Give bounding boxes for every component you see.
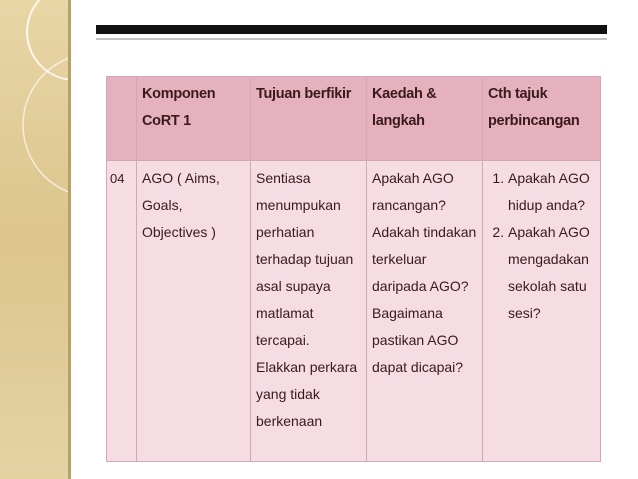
contoh-cell — [483, 161, 601, 462]
header-cell-kaedah: Kaedah & langkah — [367, 77, 483, 161]
table-row — [107, 161, 601, 462]
cort-table — [106, 76, 601, 462]
header-cell-komponen: Komponen CoRT 1 — [137, 77, 251, 161]
title-rule-thick — [96, 25, 607, 34]
header-cell-tujuan: Tujuan berfikir — [251, 77, 367, 161]
example-question-list — [488, 165, 597, 327]
circle-ornament-icon — [0, 0, 68, 479]
komponen-cell: AGO ( Aims, Goals, Objectives ) — [137, 161, 251, 462]
decorative-side-band — [0, 0, 68, 479]
list-item: 1. Apakah AGO hidup anda? — [508, 165, 597, 219]
header-cell-contoh: Cth tajuk perbincangan — [483, 77, 601, 161]
list-item: 2. Apakah AGO mengadakan sekolah satu sesi? — [508, 219, 597, 327]
side-divider-line — [68, 0, 71, 479]
kaedah-cell: Apakah AGO rancangan? Adakah tindakan terkeluar daripada AGO? Bagaimana pastikan AGO dapat dicapai? — [367, 161, 483, 462]
title-rule-thin — [96, 38, 607, 40]
row-number-cell: 04 — [107, 161, 137, 462]
tujuan-cell: Sentiasa menumpukan perhatian terhadap tujuan asal supaya matlamat tercapai. Elakkan perkara yang tidak berkenaan — [251, 161, 367, 462]
header-cell-number — [107, 77, 137, 161]
table-header-row — [107, 77, 601, 161]
